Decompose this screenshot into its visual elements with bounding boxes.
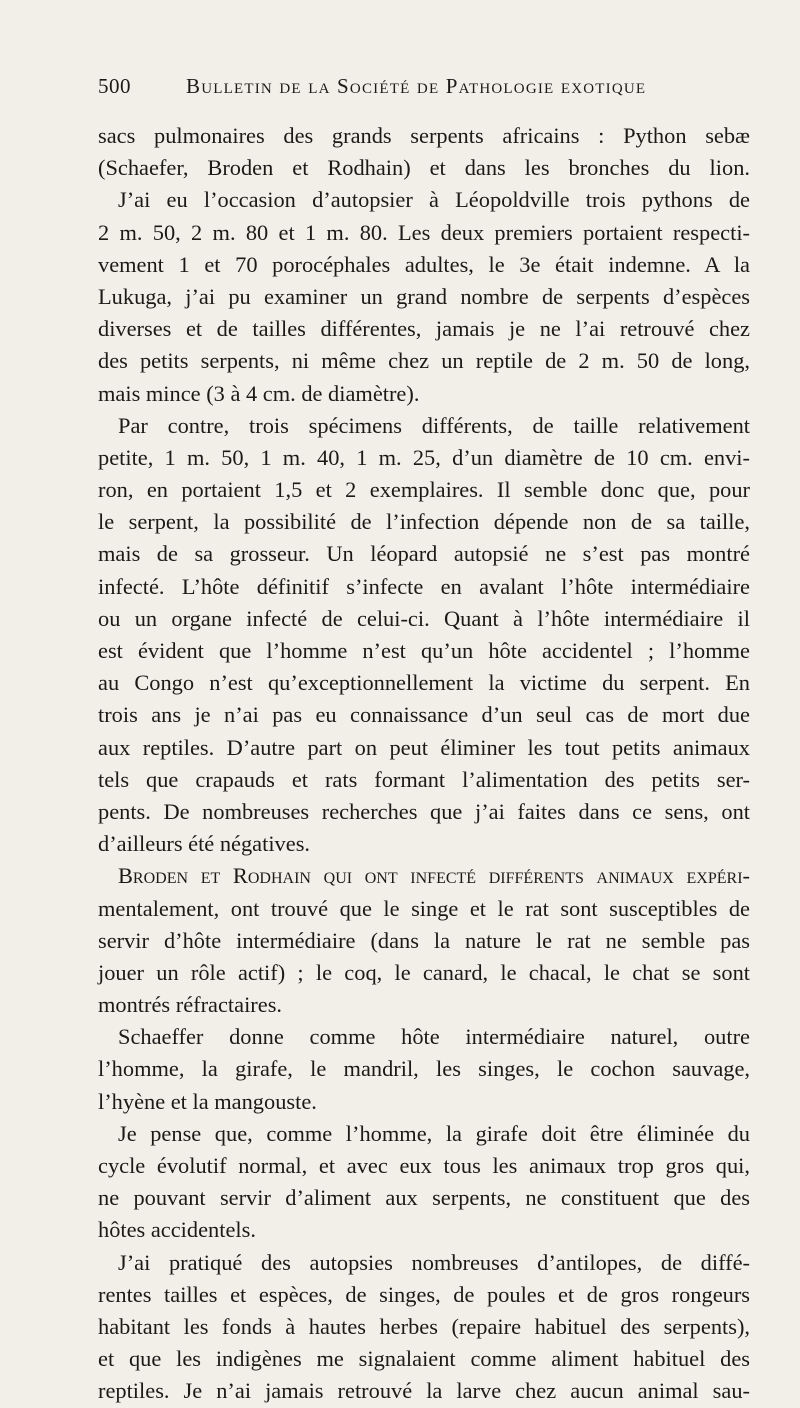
text-line: et que les indigènes me signalaient comme aliment habituel des xyxy=(98,1346,750,1372)
text-line: Broden et Rodhain qui ont infecté différents animaux expéri- xyxy=(118,863,750,889)
text-line: (Schaefer, Broden et Rodhain) et dans les bronches du lion. xyxy=(98,155,750,181)
text-line: hôtes accidentels. xyxy=(98,1217,256,1243)
page-header xyxy=(98,74,752,104)
text-line: vement 1 et 70 porocéphales adultes, le 3e était indemne. A la xyxy=(98,251,750,277)
text-line: mais de sa grosseur. Un léopard autopsié ne s’est pas montré xyxy=(98,541,750,567)
text-line: rentes tailles et espèces, de singes, de poules et de gros rongeurs xyxy=(98,1281,750,1307)
text-line: servir d’hôte intermédiaire (dans la nature le rat ne semble pas xyxy=(98,927,750,953)
text-line: tels que crapauds et rats formant l’alimentation des petits ser- xyxy=(98,766,750,792)
text-line: trois ans je n’ai pas eu connaissance d’un seul cas de mort due xyxy=(98,702,750,728)
text-line: habitant les fonds à hautes herbes (repaire habituel des serpents), xyxy=(98,1313,750,1339)
body-text xyxy=(98,120,750,1408)
text-line: d’ailleurs été négatives. xyxy=(98,831,311,857)
text-line: montrés réfractaires. xyxy=(98,992,283,1018)
text-line: petite, 1 m. 50, 1 m. 40, 1 m. 25, d’un diamètre de 10 cm. envi- xyxy=(98,444,750,470)
text-line: ou un organe infecté de celui-ci. Quant à l’hôte intermédiaire il xyxy=(98,605,750,631)
text-line: reptiles. Je n’ai jamais retrouvé la larve chez aucun animal sau- xyxy=(98,1378,750,1404)
text-line: des petits serpents, ni même chez un reptile de 2 m. 50 de long, xyxy=(98,348,750,374)
text-line: Schaeffer donne comme hôte intermédiaire naturel, outre xyxy=(118,1024,750,1050)
text-line: sacs pulmonaires des grands serpents africains : Python sebæ xyxy=(98,123,750,148)
text-line: infecté. L’hôte définitif s’infecte en avalant l’hôte intermédiaire xyxy=(98,573,750,599)
page-number: 500 xyxy=(98,74,131,98)
text-line: au Congo n’est qu’exceptionnellement la victime du serpent. En xyxy=(98,670,750,696)
text-line: mentalement, ont trouvé que le singe et le rat sont susceptibles de xyxy=(98,895,750,921)
text-line: J’ai pratiqué des autopsies nombreuses d’antilopes, de diffé- xyxy=(118,1249,750,1275)
text-line: Lukuga, j’ai pu examiner un grand nombre de serpents d’espèces xyxy=(98,283,750,309)
text-line: le serpent, la possibilité de l’infection dépende non de sa taille, xyxy=(98,509,750,535)
text-line: mais mince (3 à 4 cm. de diamètre). xyxy=(98,380,420,406)
text-line: 2 m. 50, 2 m. 80 et 1 m. 80. Les deux premiers portaient respecti- xyxy=(98,219,750,245)
text-line: ron, en portaient 1,5 et 2 exemplaires. Il semble donc que, pour xyxy=(98,477,750,503)
text-line: Par contre, trois spécimens différents, de taille relativement xyxy=(118,412,750,438)
text-line: pents. De nombreuses recherches que j’ai faites dans ce sens, ont xyxy=(98,798,750,824)
text-line: jouer un rôle actif) ; le coq, le canard, le chacal, le chat se sont xyxy=(98,959,750,985)
text-line: ne pouvant servir d’aliment aux serpents, ne constituent que des xyxy=(98,1185,750,1211)
text-line: Je pense que, comme l’homme, la girafe doit être éliminée du xyxy=(118,1120,750,1146)
text-line: est évident que l’homme n’est qu’un hôte accidentel ; l’homme xyxy=(98,638,750,663)
text-line: l’homme, la girafe, le mandril, les singes, le cochon sauvage, xyxy=(98,1056,750,1082)
running-head: Bulletin de la Société de Pathologie exotique xyxy=(186,74,647,98)
text-line: aux reptiles. D’autre part on peut éliminer les tout petits animaux xyxy=(98,734,750,760)
text-line: diverses et de tailles différentes, jamais je ne l’ai retrouvé chez xyxy=(98,316,750,342)
text-line: cycle évolutif normal, et avec eux tous les animaux trop gros qui, xyxy=(98,1153,750,1178)
text-line: J’ai eu l’occasion d’autopsier à Léopoldville trois pythons de xyxy=(118,187,750,213)
text-line: l’hyène et la mangouste. xyxy=(98,1088,317,1114)
